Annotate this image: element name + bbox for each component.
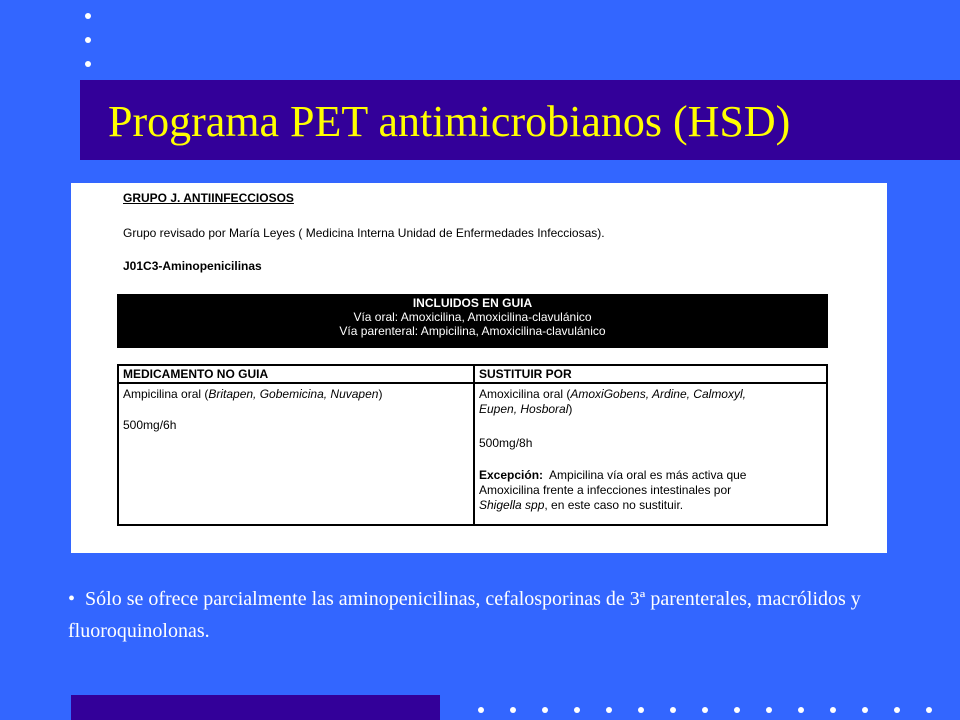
exception-line1: Ampicilina vía oral es más activa que (549, 468, 747, 482)
col1-drug (123, 387, 382, 402)
included-oral: Vía oral: Amoxicilina, Amoxicilina-clavulánico (353, 310, 592, 324)
decor-dot-bottom-11 (798, 707, 804, 713)
decor-dot-bottom-1 (478, 707, 484, 713)
col1-drug-prefix: Ampicilina oral ( (123, 387, 209, 401)
included-box (117, 294, 828, 348)
decor-dot-bottom-15 (926, 707, 932, 713)
col2-drug-brands-line1: AmoxiGobens, Ardine, Calmoxyl, (570, 387, 746, 401)
col2-dose: 500mg/8h (479, 436, 533, 450)
decor-dot-bottom-2 (510, 707, 516, 713)
col-header-sustituir: SUSTITUIR POR (479, 367, 572, 381)
included-header: INCLUIDOS EN GUIA (412, 296, 533, 310)
decor-dot-bottom-12 (830, 707, 836, 713)
slide-title: Programa PET antimicrobianos (HSD) (108, 97, 791, 146)
col1-dose: 500mg/6h (123, 418, 177, 432)
decor-dot-bottom-3 (542, 707, 548, 713)
decor-dot-bottom-5 (606, 707, 612, 713)
col1-drug-brands: Britapen, Gobemicina, Nuvapen (208, 387, 379, 401)
decor-dot-top-3 (85, 61, 91, 67)
decor-dot-bottom-13 (862, 707, 868, 713)
decor-dot-bottom-10 (766, 707, 772, 713)
document-image (71, 183, 887, 553)
decor-dot-top-2 (85, 37, 91, 43)
decor-dot-bottom-6 (638, 707, 644, 713)
doc-heading: GRUPO J. ANTIINFECCIOSOS (123, 191, 294, 205)
col2-exception (479, 468, 746, 513)
title-bar (80, 80, 960, 160)
decor-dot-bottom-4 (574, 707, 580, 713)
col2-drug-suffix: ) (568, 402, 573, 416)
col1-drug-suffix: ) (378, 387, 383, 401)
decor-dot-bottom-9 (734, 707, 740, 713)
col2-drug-brands-line2: Eupen, Hosboral (479, 402, 569, 416)
table-column-divider (473, 366, 475, 524)
exception-organism: Shigella spp (479, 498, 545, 512)
col2-drug-prefix: Amoxicilina oral ( (479, 387, 571, 401)
decor-dot-bottom-8 (702, 707, 708, 713)
bottom-bar (71, 695, 440, 720)
substitution-table (117, 364, 828, 526)
col2-drug (479, 387, 746, 417)
exception-line2: Amoxicilina frente a infecciones intestinales por (479, 483, 732, 497)
decor-dot-top-1 (85, 13, 91, 19)
decor-dot-bottom-7 (670, 707, 676, 713)
doc-reviewed-by: Grupo revisado por María Leyes ( Medicina Interna Unidad de Enfermedades Infecciosas). (123, 226, 605, 240)
col-header-no-guia: MEDICAMENTO NO GUIA (123, 367, 269, 381)
exception-label: Excepción: (479, 468, 544, 482)
bullet-symbol: • (68, 588, 76, 610)
bullet-text: Sólo se ofrece parcialmente las aminopenicilinas, cefalosporinas de 3ª parenterales, macrólidos y fluoroquinolonas. (68, 588, 861, 642)
exception-line3: , en este caso no sustituir. (544, 498, 684, 512)
bullet-paragraph (68, 583, 888, 647)
decor-dot-bottom-14 (894, 707, 900, 713)
doc-group-code: J01C3-Aminopenicilinas (123, 259, 262, 273)
included-parenteral: Vía parenteral: Ampicilina, Amoxicilina-clavulánico (339, 324, 606, 338)
